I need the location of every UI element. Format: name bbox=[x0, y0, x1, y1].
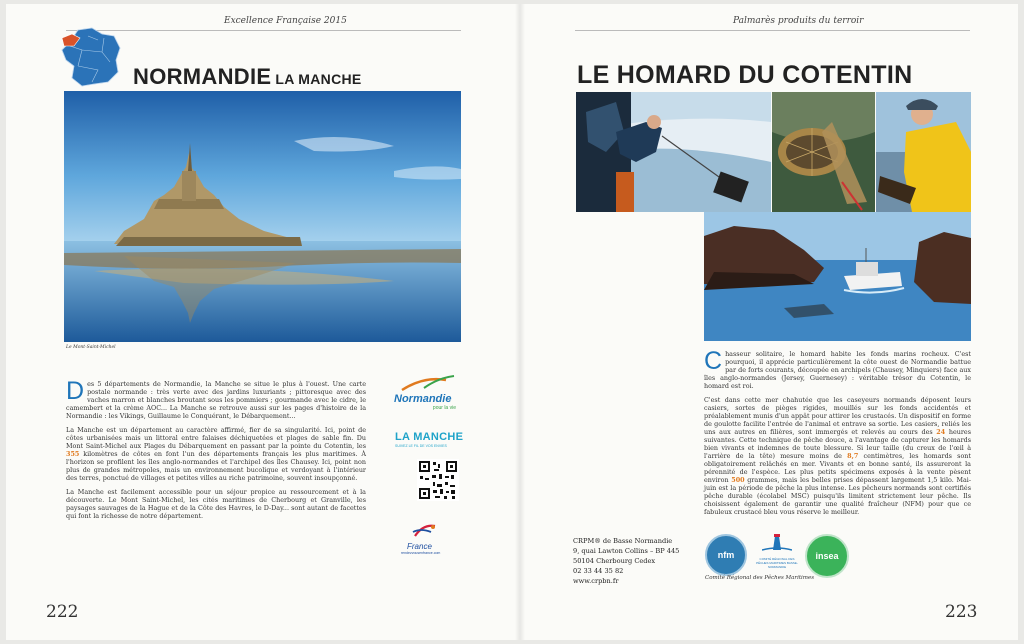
header-rule bbox=[575, 30, 970, 31]
fisherman-yellow-gear-photo bbox=[876, 92, 971, 212]
subtitle-la-manche: LA MANCHE bbox=[275, 71, 362, 87]
right-page bbox=[513, 4, 1018, 640]
left-article-body bbox=[66, 377, 366, 526]
lobster-trap-photo bbox=[772, 92, 875, 212]
address-phone: 02 33 44 35 82 bbox=[573, 567, 624, 575]
insea-badge-text: insea bbox=[815, 551, 839, 561]
title-normandie: NORMANDIE bbox=[133, 64, 272, 89]
magazine-spread bbox=[6, 4, 1018, 640]
normandie-swoosh-icon bbox=[394, 374, 466, 392]
logo-manche-text: LA MANCHE bbox=[395, 431, 464, 443]
fisherman-casting-photo bbox=[576, 92, 771, 212]
france-map-icon bbox=[58, 26, 124, 88]
paragraph-text: heures suivantes. Cette technique de pêche douce, a l'avantage de capturer les homards bien vivants et indemnes de toute blessure. Si leur taille (du creux de l'œil à l'arrière de la tête) mesure moins de bbox=[704, 428, 971, 460]
drop-cap: D bbox=[66, 377, 85, 405]
mont-saint-michel-photo bbox=[64, 91, 461, 342]
photo-caption: Le Mont-Saint-Michel bbox=[66, 345, 116, 350]
paragraph-text: es 5 départements de Normandie, la Manche se situe le plus à l'ouest. Une carte postale normande : très verte avec des jardins luxuriants ; pittoresque avec des vaches marron et blanches broutant sous les pommiers ; gourmande avec le cidre, le camembert et la crème AOC... La Manche se retrouve aussi sur les pages d'histoire de la Normandie : les Vikings, Guillaume le Conquérant, le Débarquement... bbox=[66, 380, 366, 420]
lighthouse-icon bbox=[762, 534, 792, 552]
comite-logo-text: COMITÉ RÉGIONAL DES PÊCHES MARITIMES BASSE-NORMANDIE bbox=[756, 557, 798, 569]
left-page bbox=[6, 4, 511, 640]
logo-normandie-text: Normandie bbox=[394, 393, 452, 405]
paragraph-text: La Manche est un département au caractère affirmé, fier de sa singularité. Ici, point de côtes urbanisées mais un littoral entre falaises déchiquetées et plages de sable fin. Du Mont Saint-Michel aux Plages du Débarquement en passant par la pointe du Cotentin, les bbox=[66, 426, 366, 450]
address-org: CRPM® de Basse Normandie bbox=[573, 537, 673, 545]
comite-caption: Comité Régional des Pêches Maritimes bbox=[705, 575, 815, 581]
logo-normandie-tagline: pour la vie bbox=[432, 405, 456, 411]
logo-france-text: France bbox=[407, 542, 432, 551]
logo-manche-tagline: SUIVEZ LE FIL DE VOS ENVIES bbox=[395, 444, 447, 448]
paragraph-text: La Manche est facilement accessible pour un séjour propice au ressourcement et à la découverte. Le Mont Saint-Michel, les cités maritimes de Cherbourg et Granville, les paysages sauvages de la Hague et de la Côte des Havres, le D-Day... sont autant de facettes qui font la richesse de notre département. bbox=[66, 488, 366, 520]
la-manche-logo bbox=[395, 431, 467, 448]
france-star-icon bbox=[409, 522, 439, 540]
right-article-body bbox=[704, 347, 972, 522]
comite-regional-logo bbox=[753, 534, 801, 570]
paragraph-text: kilomètres de côtes en font l'un des départements français les plus maritimes. À l'horizon se profilent les îles anglo-normandes et l'archipel des îles Chausey. Ici, point non plus de grandes métropoles, mais un environnement bucolique et verdoyant à l'intérieur des terres, ponctué de villages et petites villes au riche patrimoine, souvent insoupçonné. bbox=[66, 450, 366, 482]
contact-address bbox=[573, 536, 679, 586]
running-head-left: Excellence Française 2015 bbox=[224, 16, 347, 26]
highlight-number: 355 bbox=[66, 450, 80, 458]
fishing-boat-rocks-photo bbox=[704, 212, 971, 341]
page-title: LE HOMARD DU COTENTIN bbox=[577, 61, 913, 89]
paragraph bbox=[66, 426, 366, 482]
paragraph bbox=[704, 347, 971, 390]
paragraph-text: centimètres, les homards sont obligatoirement relâchés en mer. Vivants et en bonne santé, ils assureront la pérennité de l'espèce. Les plus petits spécimens exposés à la vente pèsent environ bbox=[704, 452, 971, 484]
rendezvous-en-france-logo bbox=[401, 522, 461, 554]
nfm-badge bbox=[705, 534, 747, 576]
normandie-logo bbox=[394, 374, 466, 418]
paragraph bbox=[66, 377, 366, 420]
insea-badge bbox=[805, 534, 849, 578]
paragraph-text: C'est dans cette mer chahutée que les caseyeurs normands déposent leurs casiers, sortes de pièges rigides, mouillés sur les fonds accidentés et préalablement munis d'un appât pour attirer les crustacés. Un dispositif en forme de goulotte facilite l'entrée de l'animal et entrave sa sortie. Les casiers, reliés les uns aux autres en filières, sont immergés et relevés au cours des bbox=[704, 396, 971, 436]
address-city: 50104 Cherbourg Cedex bbox=[573, 557, 656, 565]
paragraph bbox=[704, 396, 971, 516]
highlight-number: 8,7 bbox=[847, 452, 859, 460]
running-head-right: Palmarès produits du terroir bbox=[733, 16, 864, 26]
address-website[interactable]: www.crpbn.fr bbox=[573, 577, 619, 585]
page-number-right: 223 bbox=[945, 602, 978, 622]
highlight-number: 500 bbox=[731, 476, 745, 484]
drop-cap: C bbox=[704, 347, 723, 375]
highlight-number: 24 bbox=[936, 428, 946, 436]
page-number-left: 222 bbox=[46, 602, 79, 622]
address-street: 9, quai Lawton Collins – BP 445 bbox=[573, 547, 680, 555]
page-title bbox=[133, 64, 362, 90]
header-rule bbox=[66, 30, 461, 31]
logo-france-url[interactable]: rendezvousenfrance.com bbox=[401, 551, 441, 555]
nfm-badge-text: nfm bbox=[717, 550, 735, 560]
paragraph-text: grammes, mais les belles prises dépassent largement 1,5 kilo. Mai-juin est la période de pêche la plus intense. Les pêcheurs normands sont certifiés pêche durable (écolabel MSC) puisqu'ils limitent strictement leur pêche. Ils choisissent également de garantir une qualité fraîcheur (NFM) pour que ce fabuleux crustacé bleu vous réserve le meilleur. bbox=[704, 476, 972, 516]
paragraph bbox=[66, 488, 366, 520]
qr-code-icon[interactable] bbox=[417, 459, 459, 501]
paragraph-text: hasseur solitaire, le homard habite les fonds marins rocheux. C'est pourquoi, il apprécie particulièrement la côte ouest de Normandie battue par de forts courants, découpée en archipels (Chausey, Minquiers) face aux îles anglo-normandes (Jersey, Guernesey) : véritable trésor du Cotentin, le homard est roi. bbox=[704, 350, 971, 390]
